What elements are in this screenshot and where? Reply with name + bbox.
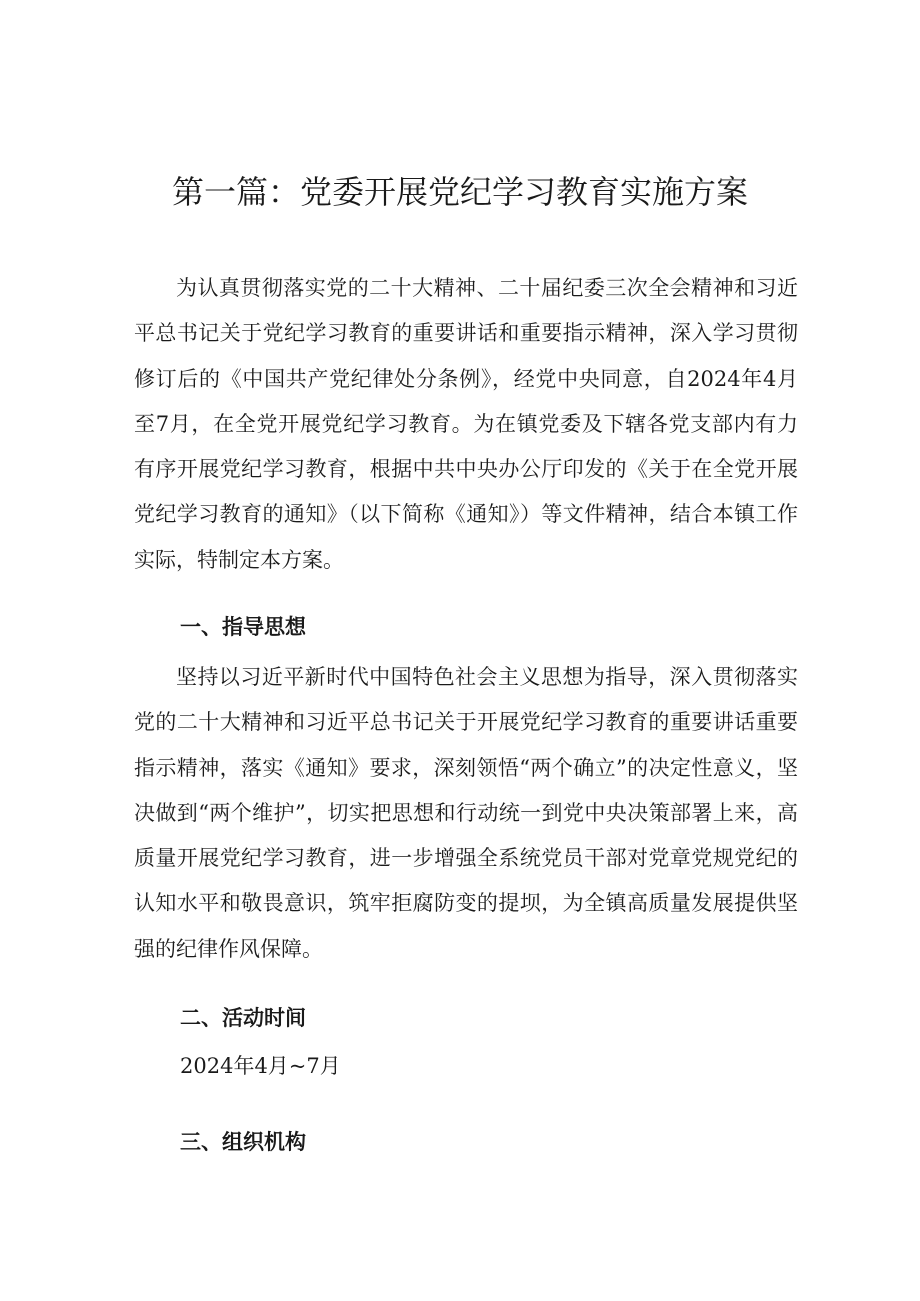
section-heading-activity-time: 二、活动时间 — [180, 1006, 306, 1030]
guiding-ideology-paragraph: 坚持以习近平新时代中国特色社会主义思想为指导，深入贯彻落实党的二十大精神和习近平总书记关于开展党纪学习教育的重要讲话重要指示精神，落实《通知》要求，深刻领悟“两个确立”的决定性意义，坚决做到“两个维护”，切实把思想和行动统一到党中央决策部署上来，高质量开展党纪学习教育，进一步增强全系统党员干部对党章党规党纪的认知水平和敬畏意识，筑牢拒腐防变的提坝，为全镇高质量发展提供坚强的纪律作风保障。 — [134, 665, 798, 961]
guiding-ideology-section — [134, 655, 798, 972]
intro-paragraph: 为认真贯彻落实党的二十大精神、二十届纪委三次全会精神和习近平总书记关于党纪学习教育的重要讲话和重要指示精神，深入学习贯彻修订后的《中国共产党纪律处分条例》，经党中央同意，自2024年4月至7月，在全党开展党纪学习教育。为在镇党委及下辖各党支部内有力有序开展党纪学习教育，根据中共中央办公厅印发的《关于在全党开展党纪学习教育的通知》（以下简称《通知》）等文件精神，结合本镇工作实际，特制定本方案。 — [134, 276, 798, 572]
section-heading-guiding-ideology: 一、指导思想 — [180, 615, 306, 639]
section-heading-organization: 三、组织机构 — [180, 1130, 306, 1154]
document-title: 第一篇：党委开展党纪学习教育实施方案 — [171, 173, 748, 211]
activity-time-value: 2024年4月~7月 — [180, 1054, 341, 1078]
intro-section — [134, 266, 798, 583]
